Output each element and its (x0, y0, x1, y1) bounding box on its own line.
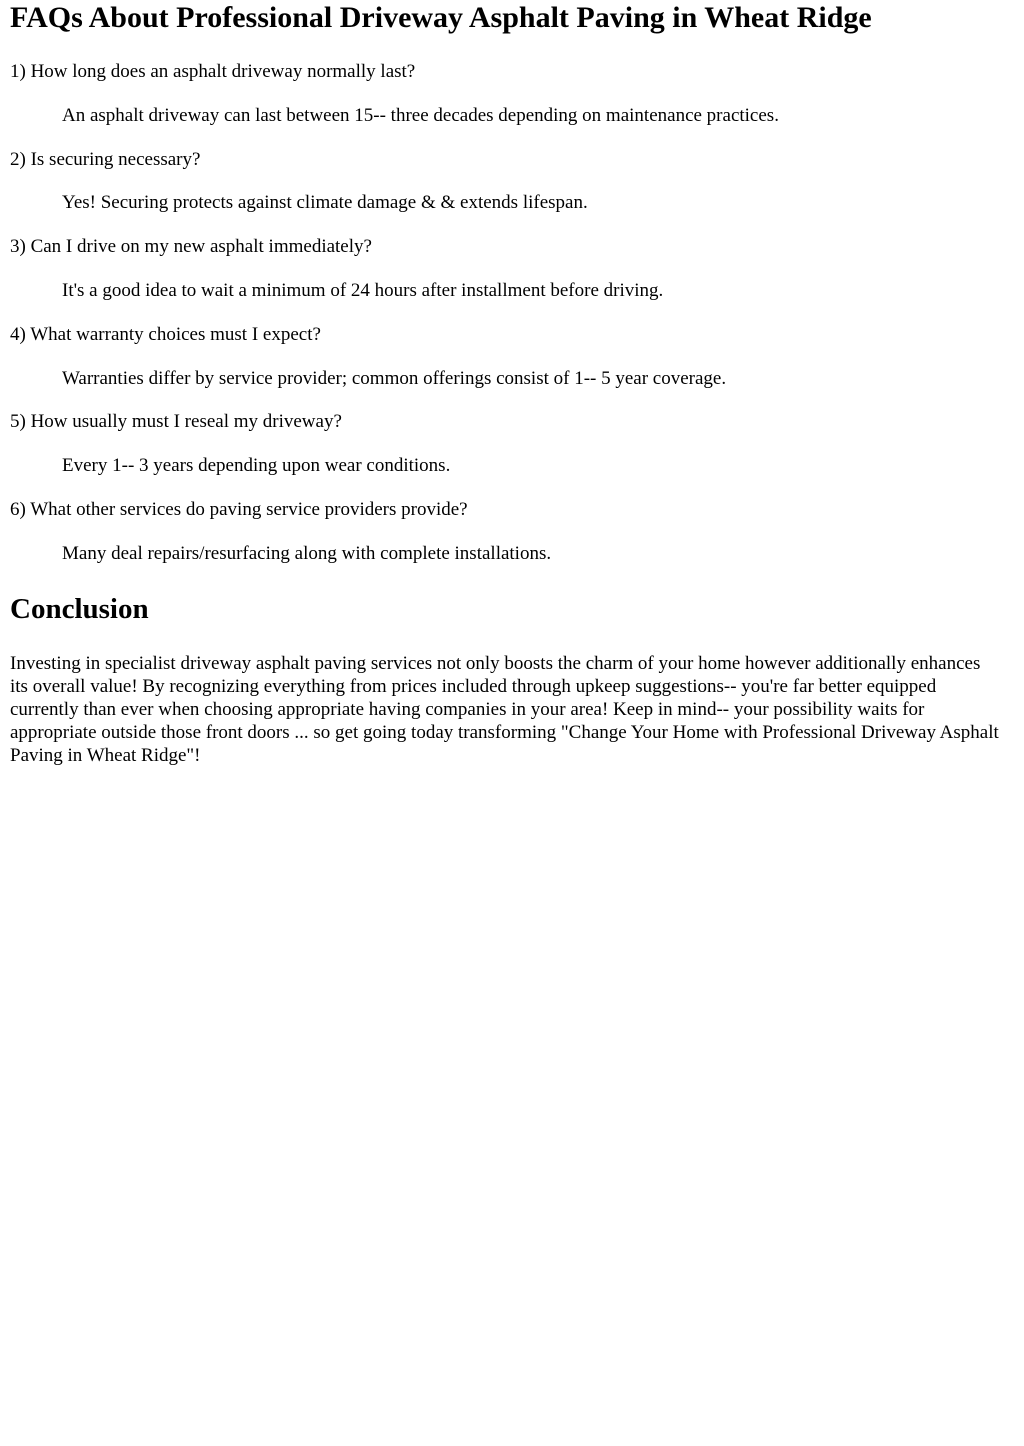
faq-answer: An asphalt driveway can last between 15-- three decades depending on maintenance practices. (62, 105, 779, 126)
faq-question: 2) Is securing necessary? (10, 149, 201, 170)
page-title: FAQs About Professional Driveway Asphalt Paving in Wheat Ridge (10, 1, 872, 34)
faq-question: 6) What other services do paving service providers provide? (10, 499, 468, 520)
conclusion-heading: Conclusion (10, 593, 149, 625)
faq-question: 4) What warranty choices must I expect? (10, 324, 321, 345)
faq-answer: Every 1-- 3 years depending upon wear conditions. (62, 455, 451, 476)
faq-question: 5) How usually must I reseal my driveway? (10, 411, 342, 432)
faq-question: 1) How long does an asphalt driveway normally last? (10, 61, 416, 82)
faq-answer: It's a good idea to wait a minimum of 24 hours after installment before driving. (62, 280, 664, 301)
conclusion-paragraph: Investing in specialist driveway asphalt paving services not only boosts the charm of your home however additionally enhances its overall value! By recognizing everything from prices included through upkeep suggestions-- you're far better equipped currently than ever when choosing appropriate having companies in your area! Keep in mind-- your possibility waits for appropriate outside those front doors ... so get going today transforming "Change Your Home with Professional Driveway Asphalt Paving in Wheat Ridge"! (10, 653, 999, 766)
faq-answer: Yes! Securing protects against climate damage & & extends lifespan. (62, 192, 588, 213)
faq-question: 3) Can I drive on my new asphalt immediately? (10, 236, 372, 257)
faq-answer: Many deal repairs/resurfacing along with complete installations. (62, 543, 552, 564)
faq-answer: Warranties differ by service provider; common offerings consist of 1-- 5 year coverage. (62, 368, 727, 389)
